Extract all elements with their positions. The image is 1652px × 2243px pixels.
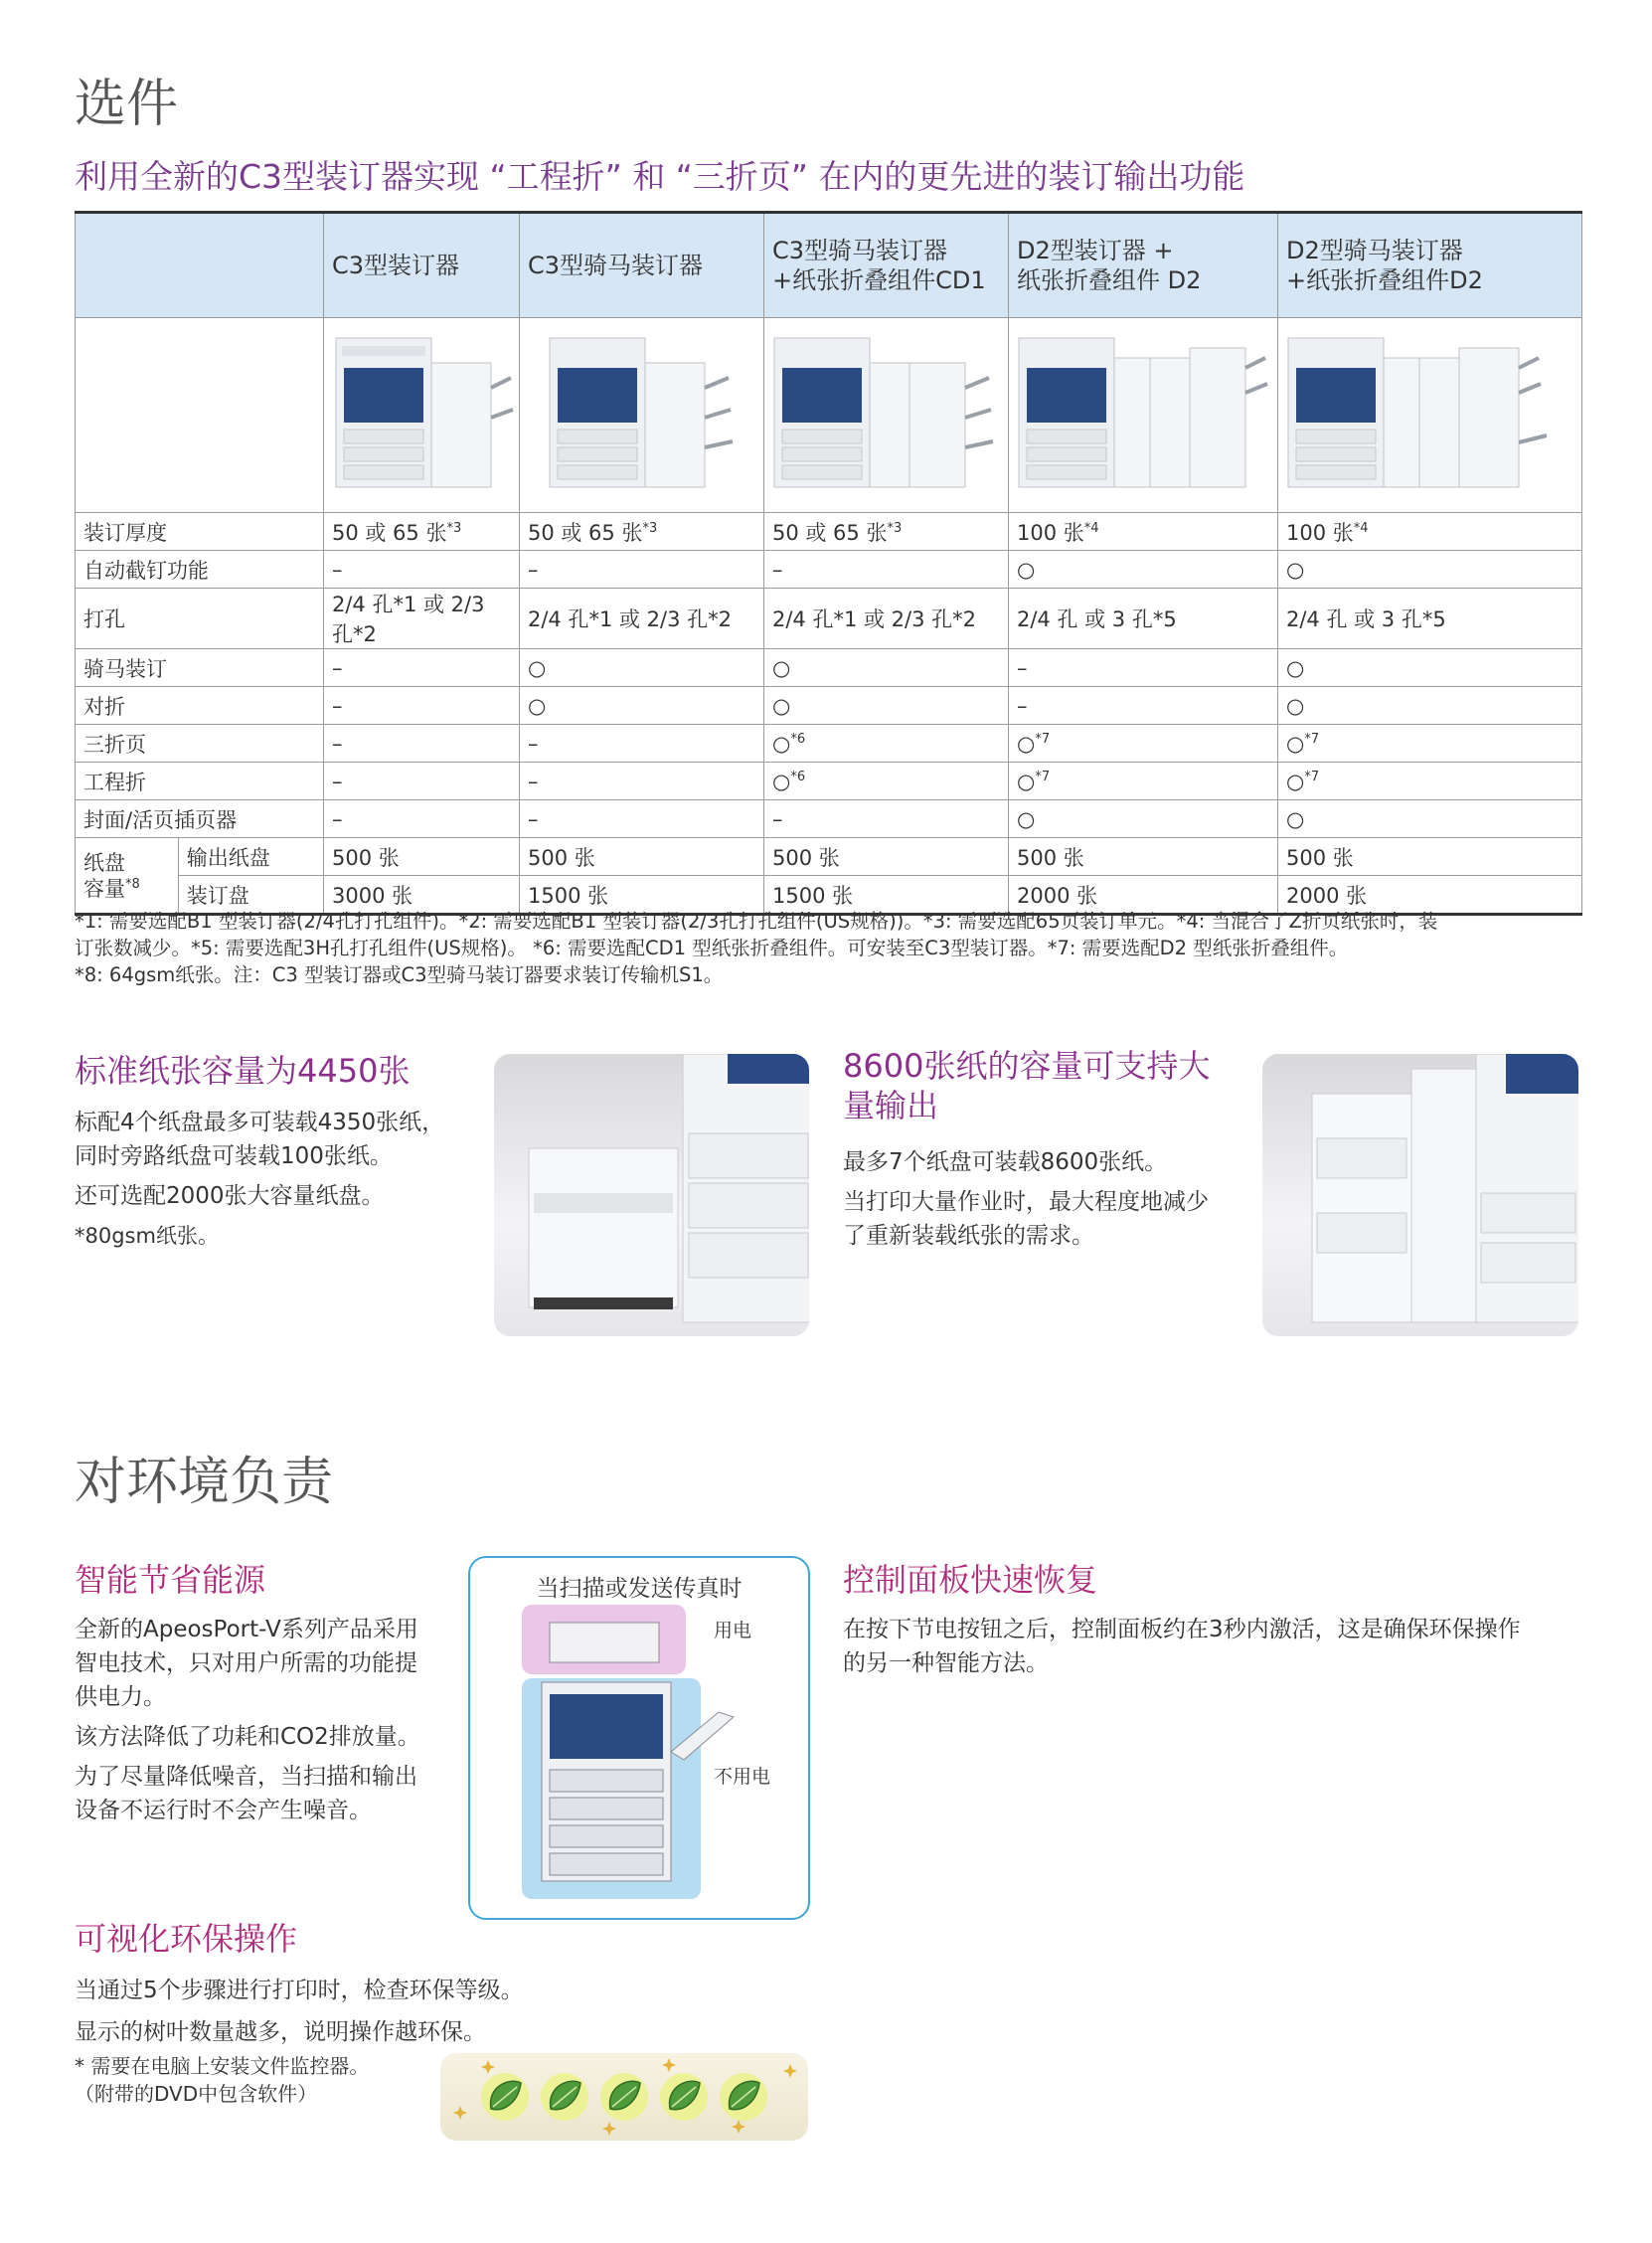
printer-power-illustration: [520, 1603, 758, 1901]
table-row: [76, 725, 1582, 763]
header-c3-finisher: C3型装订器: [323, 213, 519, 318]
table-cell: 50 或 65 张$^{*3}$: [519, 513, 763, 551]
sparkle-icon: [783, 2064, 797, 2078]
table-cell: 500 张: [519, 838, 763, 876]
paper-tray-image: [494, 1054, 809, 1336]
table-cell: ○$^{*6}$: [763, 763, 1008, 800]
table-cell: 100 张$^{*4}$: [1277, 513, 1581, 551]
footnote-line: *1: 需要选配B1 型装订器(2/4孔打孔组件)。*2: 需要选配B1 型装订器(2/3孔打孔组件(US规格))。*3: 需要选配65页装订单元。*4: 当混合了Z折页纸张时，装: [75, 910, 1438, 933]
section-title-environment: 对环境负责: [75, 1453, 334, 1512]
table-row: [76, 800, 1582, 838]
row-label: 输出纸盘: [178, 838, 323, 876]
table-row: [76, 589, 1582, 649]
leaf-icon: [720, 2073, 767, 2121]
table-cell: –: [323, 649, 519, 687]
eco-leaf-panel: [440, 2053, 808, 2141]
footnote-line: *8: 64gsm纸张。注：C3 型装订器或C3型骑马装订器要求装订传输机S1。: [75, 963, 724, 986]
printer-d2-finisher-image: [1009, 318, 1277, 507]
table-cell: 50 或 65 张$^{*3}$: [763, 513, 1008, 551]
power-diagram: [468, 1556, 810, 1920]
finisher-spec-table: [75, 211, 1582, 916]
table-cell: –: [323, 725, 519, 763]
table-cell: –: [763, 800, 1008, 838]
footnote-line: 订张数减少。*5: 需要选配3H孔打孔组件(US规格)。 *6: 需要选配CD1 型纸张折叠组件。可安装至C3型装订器。*7: 需要选配D2 型纸张折叠组件。: [75, 937, 1349, 959]
row-label: 三折页: [76, 725, 324, 763]
diagram-title: 当扫描或发送传真时: [536, 1576, 743, 1602]
printer-c3-booklet-cd1-image: [764, 318, 1008, 507]
product-image: [323, 318, 519, 513]
table-cell: ○$^{*7}$: [1008, 725, 1277, 763]
sparkle-icon: [453, 2106, 467, 2120]
leaf-icon: [481, 2073, 529, 2121]
leaf-icon: [600, 2073, 648, 2121]
table-cell: 2000 张: [1008, 876, 1277, 915]
table-cell: 50 或 65 张$^{*3}$: [323, 513, 519, 551]
row-label: 工程折: [76, 763, 324, 800]
table-cell: ○$^{*7}$: [1277, 763, 1581, 800]
panel-text: 在按下节电按钮之后，控制面板约在3秒内激活，这是确保环保操作 的另一种智能方法。: [843, 1617, 1521, 1676]
product-image: [1008, 318, 1277, 513]
table-cell: –: [323, 763, 519, 800]
table-cell: ○: [519, 687, 763, 725]
capacity-left-heading: 标准纸张容量为4450张: [75, 1052, 411, 1090]
table-cell: 500 张: [1008, 838, 1277, 876]
table-cell: ○: [1277, 649, 1581, 687]
table-cell: 100 张$^{*4}$: [1008, 513, 1277, 551]
row-label: 对折: [76, 687, 324, 725]
table-cell: 2/4 孔 或 3 孔*5: [1277, 589, 1581, 649]
table-cell: ○$^{*7}$: [1277, 725, 1581, 763]
table-cell: ○$^{*6}$: [763, 725, 1008, 763]
energy-text: 全新的ApeosPort-V系列产品采用 智电技术，只对用户所需的功能提 供电力。 该方法降低了功耗和CO2排放量。 为了尽量降低噪音，当扫描和输出 设备不运行时不会产生噪音。: [75, 1617, 420, 1823]
table-cell: –: [519, 800, 763, 838]
row-label: 打孔: [76, 589, 324, 649]
product-image: [519, 318, 763, 513]
table-cell: ○: [1008, 800, 1277, 838]
table-row: [76, 687, 1582, 725]
table-cell: 2000 张: [1277, 876, 1581, 915]
row-label: 骑马装订: [76, 649, 324, 687]
table-cell: –: [1008, 649, 1277, 687]
tray-group-label: 纸盘 容量$^{*8}$: [76, 838, 179, 915]
table-header-row: [76, 213, 1582, 318]
table-cell: 2/4 孔*1 或 2/3 孔*2: [519, 589, 763, 649]
table-cell: 2/4 孔*1 或 2/3 孔*2: [323, 589, 519, 649]
row-label: 装订盘: [178, 876, 323, 915]
unpowered-label: 不用电: [714, 1766, 771, 1788]
table-cell: ○: [763, 687, 1008, 725]
product-image: [1277, 318, 1581, 513]
row-label: 自动截钉功能: [76, 551, 324, 589]
table-cell: ○: [1277, 687, 1581, 725]
table-row: [76, 763, 1582, 800]
sparkle-icon: [602, 2122, 616, 2136]
table-cell: ○: [1008, 551, 1277, 589]
table-cell: 1500 张: [519, 876, 763, 915]
table-cell: 3000 张: [323, 876, 519, 915]
product-image: [763, 318, 1008, 513]
printer-c3-finisher-image: [324, 318, 519, 507]
table-cell: 500 张: [1277, 838, 1581, 876]
header-d2-finisher: D2型装订器 + 纸张折叠组件 D2: [1008, 213, 1277, 318]
table-row: [76, 649, 1582, 687]
footnotes: [75, 908, 1585, 988]
section-title-options: 选件: [75, 75, 179, 134]
header-c3-booklet-cd1: C3型骑马装订器 +纸张折叠组件CD1: [763, 213, 1008, 318]
sparkle-icon: [732, 2120, 745, 2134]
row-label: 装订厚度: [76, 513, 324, 551]
table-cell: ○: [1277, 551, 1581, 589]
powered-label: 用电: [714, 1620, 752, 1641]
table-cell: ○$^{*7}$: [1008, 763, 1277, 800]
table-cell: 1500 张: [763, 876, 1008, 915]
table-cell: 500 张: [763, 838, 1008, 876]
table-cell: 2/4 孔 或 3 孔*5: [1008, 589, 1277, 649]
leaf-icon: [541, 2073, 588, 2121]
leaf-icon: [660, 2073, 708, 2121]
energy-heading: 智能节省能源: [75, 1561, 266, 1599]
section-subtitle: 利用全新的C3型装订器实现 “工程折” 和 “三折页” 在内的更先进的装订输出功能: [75, 157, 1245, 196]
table-cell: –: [763, 551, 1008, 589]
table-cell: –: [519, 725, 763, 763]
capacity-left-text: 标配4个纸盘最多可装载4350张纸， 同时旁路纸盘可装载100张纸。 还可选配2000张大容量纸盘。 *80gsm纸张。: [75, 1110, 445, 1248]
product-image-row: [76, 318, 1582, 513]
sparkle-icon: [481, 2060, 495, 2074]
table-cell: –: [323, 551, 519, 589]
capacity-right-text: 最多7个纸盘可装载8600张纸。 当打印大量作业时，最大程度地减少 了重新装载纸张的需求。: [843, 1149, 1209, 1249]
table-cell: ○: [763, 649, 1008, 687]
header-c3-booklet: C3型骑马装订器: [519, 213, 763, 318]
high-capacity-tray-image: [1262, 1054, 1578, 1336]
table-cell: 2/4 孔*1 或 2/3 孔*2: [763, 589, 1008, 649]
header-corner: [76, 213, 324, 318]
table-cell: –: [519, 763, 763, 800]
panel-heading: 控制面板快速恢复: [843, 1561, 1098, 1599]
eco-heading: 可视化环保操作: [75, 1920, 298, 1958]
sparkle-icon: [662, 2058, 676, 2072]
eco-note: * 需要在电脑上安装文件监控器。 （附带的DVD中包含软件）: [75, 2054, 370, 2106]
table-row: [76, 838, 1582, 876]
table-cell: –: [323, 800, 519, 838]
table-cell: 500 张: [323, 838, 519, 876]
table-cell: –: [323, 687, 519, 725]
tray-image-right: [1262, 1054, 1578, 1336]
table-row: [76, 513, 1582, 551]
table-row: [76, 551, 1582, 589]
printer-d2-booklet-image: [1278, 318, 1581, 507]
eco-text: 当通过5个步骤进行打印时，检查环保等级。 显示的树叶数量越多，说明操作越环保。: [75, 1978, 524, 2045]
printer-c3-booklet-image: [520, 318, 763, 507]
table-cell: ○: [1277, 800, 1581, 838]
capacity-right-heading: 8600张纸的容量可支持大 量输出: [843, 1047, 1211, 1124]
row-label: 封面/活页插页器: [76, 800, 324, 838]
table-cell: –: [1008, 687, 1277, 725]
table-cell: ○: [519, 649, 763, 687]
tray-image-left: [494, 1054, 809, 1336]
header-d2-booklet: D2型骑马装订器 +纸张折叠组件D2: [1277, 213, 1581, 318]
table-cell: –: [519, 551, 763, 589]
leaf-indicator: [440, 2053, 808, 2141]
